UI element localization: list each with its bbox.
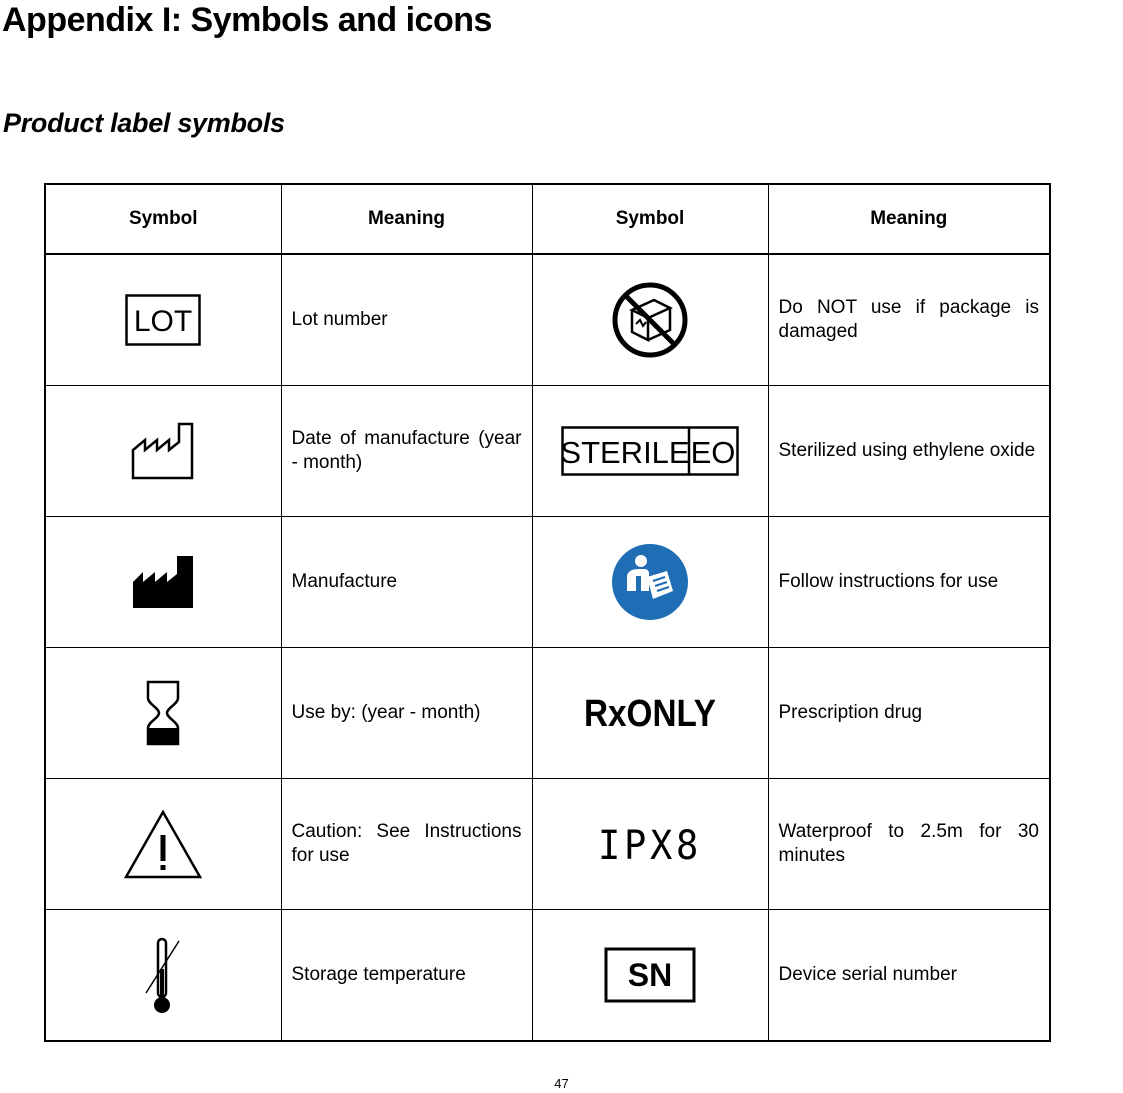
meaning-cell: Caution: See Instructions for use xyxy=(281,779,532,910)
manufacturer-icon xyxy=(131,554,195,610)
column-header-meaning: Meaning xyxy=(768,184,1050,254)
use-by-icon xyxy=(145,680,181,746)
storage-temperature-icon xyxy=(143,935,183,1015)
date-of-manufacture-icon xyxy=(130,420,196,482)
caution-icon xyxy=(123,808,203,880)
table-row xyxy=(45,517,1050,648)
table-row xyxy=(45,779,1050,910)
sterile-eo-icon xyxy=(561,426,739,476)
column-header-meaning: Meaning xyxy=(281,184,532,254)
ipx8-icon xyxy=(595,821,705,867)
table-row xyxy=(45,254,1050,386)
ipx8-label: IPX8 xyxy=(598,823,702,869)
instructions-for-use-icon xyxy=(611,543,689,621)
meaning-cell: Prescription drug xyxy=(768,648,1050,779)
rx-only-icon xyxy=(582,692,718,734)
sn-label: SN xyxy=(627,957,673,993)
lot-number-icon xyxy=(125,294,201,346)
table-row xyxy=(45,910,1050,1042)
eo-label: EO xyxy=(690,435,736,470)
meaning-cell: Do NOT use if package is damaged xyxy=(768,254,1050,386)
column-header-symbol: Symbol xyxy=(532,184,768,254)
meaning-cell: Date of manufacture (year - month) xyxy=(281,386,532,517)
table-row xyxy=(45,648,1050,779)
meaning-cell: Device serial number xyxy=(768,910,1050,1042)
meaning-cell: Waterproof to 2.5m for 30 minutes xyxy=(768,779,1050,910)
column-header-symbol: Symbol xyxy=(45,184,281,254)
symbols-table xyxy=(44,183,1051,1042)
page-title: Appendix I: Symbols and icons xyxy=(2,1,492,39)
table-header-row xyxy=(45,184,1050,254)
meaning-cell: Storage temperature xyxy=(281,910,532,1042)
page-number: 47 xyxy=(554,1076,569,1091)
sterile-label: STERILE xyxy=(560,435,690,470)
meaning-cell: Lot number xyxy=(281,254,532,386)
lot-label: LOT xyxy=(134,305,193,338)
meaning-cell: Follow instructions for use xyxy=(768,517,1050,648)
meaning-cell: Use by: (year - month) xyxy=(281,648,532,779)
serial-number-icon xyxy=(604,947,696,1003)
rx-only-label: RxONLY xyxy=(584,693,716,735)
meaning-cell: Sterilized using ethylene oxide xyxy=(768,386,1050,517)
meaning-cell: Manufacture xyxy=(281,517,532,648)
do-not-use-if-damaged-icon xyxy=(610,280,690,360)
section-title: Product label symbols xyxy=(3,108,285,138)
table-row xyxy=(45,386,1050,517)
